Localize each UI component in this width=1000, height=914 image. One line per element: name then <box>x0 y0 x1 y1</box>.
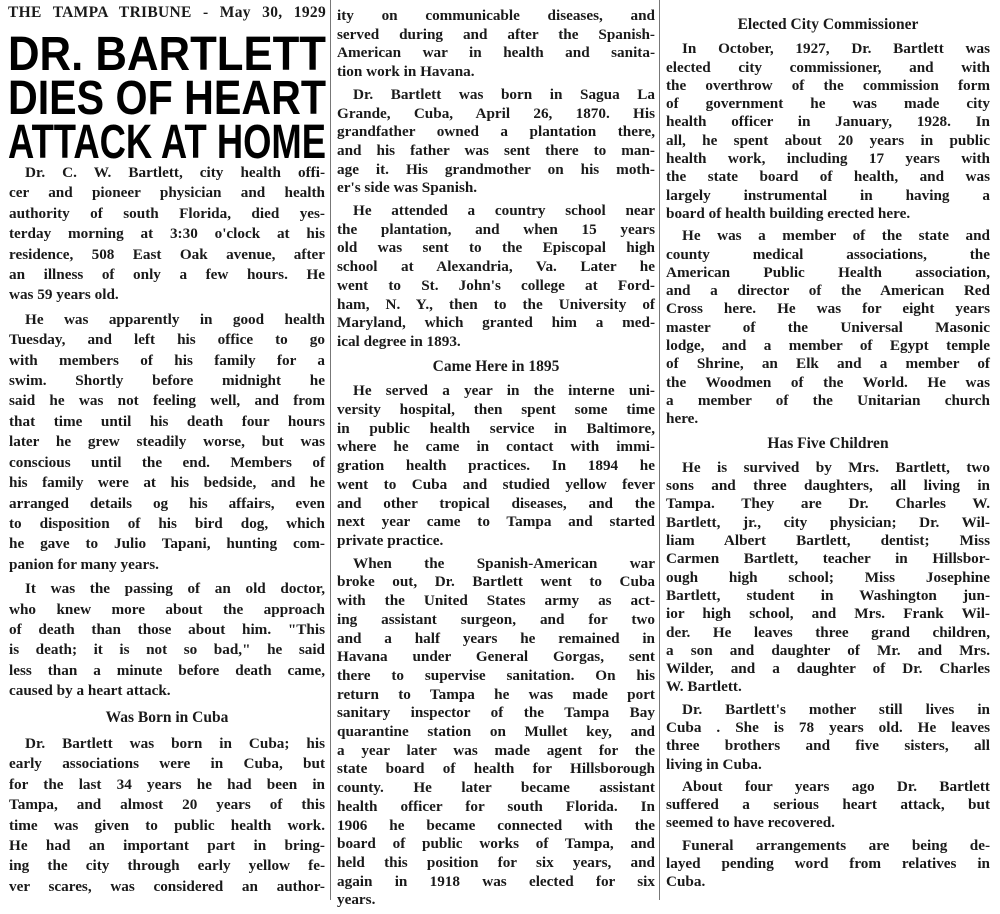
text-line: tion work in Havana. <box>337 63 475 81</box>
text-line: old was sent to the Episcopal high <box>337 239 655 257</box>
text-line: ham, N. Y., then to the University of <box>337 295 655 313</box>
text-line: with members of his family for a <box>9 351 325 369</box>
text-line: Tampa. They are Dr. Charles W. <box>666 495 990 513</box>
text-line: in public health service in Baltimore, <box>337 419 655 437</box>
text-line: When the Spanish-American war <box>353 554 655 572</box>
text-line: Funeral arrangements are being de- <box>682 836 990 854</box>
text-line: master of the Universal Masonic <box>666 318 990 336</box>
text-line: About four years ago Dr. Bartlett <box>682 777 990 795</box>
text-line: He had an important part in bring- <box>9 837 325 854</box>
text-line: that time until his death four hours <box>9 412 325 430</box>
text-line: later he grew steadily worse, but was <box>9 433 325 451</box>
subheading: Has Five Children <box>767 434 889 452</box>
text-line: ing the city through early yellow fe- <box>9 857 325 875</box>
column-rule <box>330 0 331 900</box>
text-line: health officer for south Florida. In <box>337 797 655 815</box>
text-line: seemed to have recovered. <box>666 814 835 832</box>
text-line: went to St. John's college at Ford- <box>337 276 655 294</box>
paragraph <box>666 40 990 223</box>
paragraph <box>666 837 990 892</box>
text-line: his family were at his bedside, and he <box>9 474 325 492</box>
text-line: the state board of health, and was <box>666 168 990 186</box>
text-line: there to supervise sanitation. On his <box>337 666 655 684</box>
text-line: with the United States army as act- <box>337 592 655 610</box>
paragraph <box>666 227 990 428</box>
text-line: panion for many years. <box>9 555 159 573</box>
paragraph <box>666 459 990 697</box>
text-line: authority of south Florida, died yes- <box>9 204 325 222</box>
paragraph <box>337 382 655 550</box>
text-line: American war in health and sanita- <box>337 44 655 62</box>
text-line: return to Tampa he was made port <box>337 685 655 703</box>
text-line: arranged details og his affairs, even <box>9 494 325 512</box>
text-line: He is survived by Mrs. Bartlett, two <box>682 458 990 476</box>
text-line: again in 1918 was elected for six <box>337 872 655 890</box>
text-line: He was a member of the state and <box>682 227 990 245</box>
paragraph <box>9 734 325 897</box>
text-line: board of health building erected here. <box>666 204 911 222</box>
text-line: and a half years he remained in <box>337 629 655 647</box>
text-line: It was the passing of an old doctor, <box>25 580 325 598</box>
subheading: Was Born in Cuba <box>105 708 229 726</box>
text-line: ver scares, was considered an author- <box>9 877 325 895</box>
text-line: living in Cuba. <box>666 755 762 773</box>
paragraph <box>337 7 655 82</box>
text-line: where he came in contact with immi- <box>337 438 655 456</box>
text-line: three brothers and five sisters, all <box>666 737 990 755</box>
text-line: went to Cuba and studied yellow fever <box>337 475 655 493</box>
column-rule <box>659 0 660 900</box>
text-line: sons and three daughters, all living in <box>666 477 990 495</box>
text-line: early associations were in Cuba, but <box>9 755 325 773</box>
text-line: was 59 years old. <box>9 286 119 304</box>
text-line: and his father was sent there to man- <box>337 141 655 159</box>
subheading: Elected City Commissioner <box>737 16 919 33</box>
text-line: state board of health for Hillsborough <box>337 760 655 778</box>
text-line: county. He later became assistant <box>337 779 655 797</box>
text-line: next year came to Tampa and started <box>337 513 655 531</box>
text-line: he gave to Julio Tapani, hunting com- <box>9 535 325 553</box>
text-line: Wilder, and a daughter of Dr. Charles <box>666 660 990 678</box>
text-line: is death; it is not so bad," he said <box>9 641 325 659</box>
text-line: er's side was Spanish. <box>337 179 478 197</box>
paragraph <box>9 579 325 701</box>
text-line: caused by a heart attack. <box>9 682 171 700</box>
article-column-1 <box>9 163 325 901</box>
text-line: ity on communicable diseases, and <box>337 7 655 24</box>
text-line: years. <box>337 891 376 909</box>
text-line: of Shrine, an Elk and a member of <box>666 355 990 373</box>
text-line: health work, including 17 years with <box>666 150 990 168</box>
text-line: the Woodmen of the World. He was <box>666 373 990 391</box>
text-line: Cuba. <box>666 873 706 891</box>
text-line: Maryland, which granted him a med- <box>337 314 655 332</box>
text-line: Bartlett, student in Washington jun- <box>666 586 990 604</box>
text-line: said he was not feeling well, and from <box>9 392 325 410</box>
text-line: held this position for six years, and <box>337 853 655 871</box>
text-line: layed pending word from relatives in <box>666 855 990 873</box>
text-line: lodge, and a member of Egypt temple <box>666 337 990 355</box>
paragraph <box>9 310 325 575</box>
text-line: terday morning at 3:30 o'clock at his <box>9 225 325 243</box>
text-line: who knew more about the approach <box>9 600 325 618</box>
paragraph <box>337 86 655 198</box>
text-line: all, he spent about 20 years in public <box>666 131 990 149</box>
text-line: largely instrumental in having a <box>666 186 990 204</box>
text-line: ing assistant surgeon, and for two <box>337 610 655 628</box>
text-line: and a director of the American Red <box>666 282 990 300</box>
text-line: ough high school; Miss Josephine <box>666 568 990 586</box>
text-line: grandfather owned a plantation there, <box>337 123 655 141</box>
text-line: swim. Shortly before midnight he <box>9 372 325 390</box>
text-line: sanitary inspector of the Tampa Bay <box>337 704 655 722</box>
text-line: a year later was made agent for the <box>337 741 655 759</box>
text-line: the plantation, and when 15 years <box>337 220 655 238</box>
text-line: age it. His grandmother on his moth- <box>337 160 655 178</box>
text-line: Dr. Bartlett was born in Cuba; his <box>25 734 325 752</box>
text-line: Bartlett, jr., city physician; Dr. Wil- <box>666 513 990 531</box>
headline <box>6 28 328 169</box>
text-line: Cross here. He was for eight years <box>666 300 990 318</box>
text-line: elected city commissioner, and with <box>666 58 990 76</box>
text-line: suffered a serious heart attack, but <box>666 796 990 814</box>
text-line: health officer in January, 1928. In <box>666 113 990 131</box>
text-line: Tuesday, and left his office to go <box>9 331 325 349</box>
text-line: der. He leaves three grand children, <box>666 623 990 641</box>
text-line: of death than those about him. "This <box>9 620 325 638</box>
text-line: Dr. C. W. Bartlett, city health offi- <box>25 164 325 181</box>
text-line: gration health practices. In 1894 he <box>337 457 655 475</box>
headline-line-1: DR. BARTLETT <box>8 28 326 81</box>
text-line: and other tropical diseases, and the <box>337 494 655 512</box>
text-line: a member of the Unitarian church <box>666 391 990 409</box>
text-line: Dr. Bartlett was born in Sagua La <box>353 85 655 103</box>
text-line: board of public works of Tampa, and <box>337 835 655 853</box>
text-line: of government he was made city <box>666 95 990 113</box>
text-line: an illness of only a few hours. He <box>9 266 325 284</box>
text-line: He was apparently in good health <box>25 310 325 328</box>
text-line: He attended a country school near <box>353 202 655 220</box>
text-line: for the last 34 years he had been in <box>9 775 325 793</box>
text-line: He served a year in the interne uni- <box>353 382 655 400</box>
headline-line-2: DIES OF HEART <box>8 72 326 125</box>
text-line: Grande, Cuba, April 26, 1870. His <box>337 104 655 122</box>
paragraph <box>666 701 990 774</box>
text-line: cer and pioneer physician and health <box>9 184 325 202</box>
text-line: residence, 508 East Oak avenue, after <box>9 245 325 263</box>
paragraph <box>337 202 655 352</box>
paragraph <box>9 163 325 306</box>
headline-line-3: ATTACK AT HOME <box>8 116 326 169</box>
text-line: a son and daughter of Mr. and Mrs. <box>666 641 990 659</box>
text-line: private practice. <box>337 531 444 549</box>
text-line: W. Bartlett. <box>666 678 742 696</box>
text-line: to disposition of his bird dog, which <box>9 514 325 532</box>
text-line: served during and after the Spanish- <box>337 25 655 43</box>
text-line: school at Alexandria, Va. Later he <box>337 258 655 276</box>
text-line: 1906 he became connected with the <box>337 816 655 834</box>
text-line: Dr. Bartlett's mother still lives in <box>682 700 990 718</box>
text-line: liam Albert Bartlett, dentist; Miss <box>666 532 990 550</box>
text-line: less than a minute before death came, <box>9 661 325 679</box>
text-line: Carmen Bartlett, teacher in Hillsbor- <box>666 550 990 568</box>
text-line: In October, 1927, Dr. Bartlett was <box>682 40 990 58</box>
text-line: the overthrow of the commission form <box>666 76 990 94</box>
paragraph <box>666 778 990 833</box>
text-line: Tampa, and almost 20 years of this <box>9 796 325 814</box>
text-line: quarantine station on Mullet key, and <box>337 723 655 741</box>
text-line: American Public Health association, <box>666 263 990 281</box>
paragraph <box>337 555 655 910</box>
text-line: ior high school, and Mrs. Frank Wil- <box>666 605 990 623</box>
subheading: Came Here in 1895 <box>432 357 560 375</box>
text-line: time was given to public health work. <box>9 816 325 834</box>
article-column-2 <box>337 7 655 914</box>
masthead: THE TAMPA TRIBUNE - May 30, 1929 <box>8 4 326 21</box>
text-line: Cuba . She is 78 years old. He leaves <box>666 718 990 736</box>
text-line: broke out, Dr. Bartlett went to Cuba <box>337 573 655 591</box>
text-line: versity hospital, then spent some time <box>337 401 655 419</box>
text-line: ical degree in 1893. <box>337 332 461 350</box>
article-column-3 <box>666 10 990 896</box>
text-line: conscious until the end. Members of <box>9 453 325 471</box>
text-line: here. <box>666 410 699 428</box>
text-line: county medical associations, the <box>666 245 990 263</box>
text-line: Havana under General Gorgas, sent <box>337 648 655 666</box>
